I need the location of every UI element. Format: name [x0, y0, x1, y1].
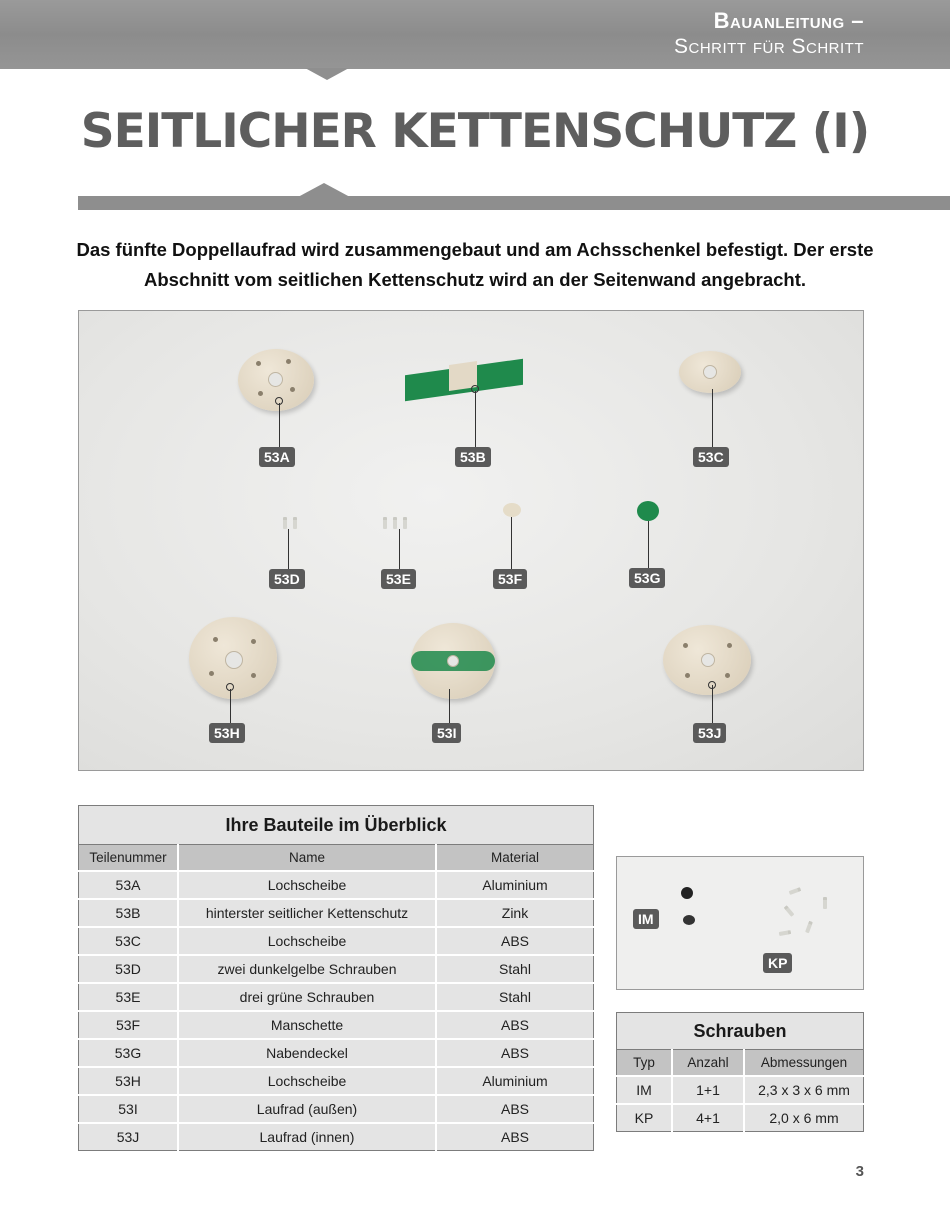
- cell: ABS: [436, 1123, 594, 1151]
- page-title: SEITLICHER KETTENSCHUTZ (I): [80, 104, 870, 159]
- table-row: [79, 1123, 594, 1151]
- cell: 53I: [79, 1095, 179, 1123]
- cell: hinterster seitlicher Kettenschutz: [178, 899, 436, 927]
- screws-header-count: Anzahl: [672, 1050, 744, 1077]
- cell: Lochscheibe: [178, 927, 436, 955]
- header-notch: [305, 68, 349, 80]
- cell: 53A: [79, 871, 179, 899]
- title-bar: [78, 196, 950, 210]
- cell: ABS: [436, 1095, 594, 1123]
- page-number: 3: [855, 1163, 864, 1180]
- header-title: [674, 8, 864, 60]
- label-53j: 53J: [693, 723, 726, 743]
- cell: 53F: [79, 1011, 179, 1039]
- label-53e: 53E: [381, 569, 416, 589]
- cell: 2,3 x 3 x 6 mm: [744, 1076, 864, 1104]
- label-53g: 53G: [629, 568, 665, 588]
- cell: 53H: [79, 1067, 179, 1095]
- table-row: [79, 1067, 594, 1095]
- table-row: [617, 1076, 864, 1104]
- parts-table-title: Ihre Bauteile im Überblick: [79, 806, 594, 845]
- screws-header-type: Typ: [617, 1050, 673, 1077]
- part-53b-image: [405, 353, 523, 395]
- cell: Lochscheibe: [178, 871, 436, 899]
- parts-header-material: Material: [436, 845, 594, 872]
- table-row: [79, 1039, 594, 1067]
- cell: 53E: [79, 983, 179, 1011]
- label-53b: 53B: [455, 447, 491, 467]
- cell: Laufrad (innen): [178, 1123, 436, 1151]
- cell: Stahl: [436, 955, 594, 983]
- parts-photo: [78, 310, 864, 771]
- cell: IM: [617, 1076, 673, 1104]
- part-53i-image: [411, 623, 495, 699]
- cell: Lochscheibe: [178, 1067, 436, 1095]
- cell: 4+1: [672, 1104, 744, 1132]
- screws-photo: [616, 856, 864, 990]
- cell: Aluminium: [436, 871, 594, 899]
- table-row: [617, 1104, 864, 1132]
- parts-header-name: Name: [178, 845, 436, 872]
- parts-header-number: Teilenummer: [79, 845, 179, 872]
- part-53f-image: [503, 503, 521, 517]
- label-53f: 53F: [493, 569, 527, 589]
- table-row: [79, 983, 594, 1011]
- label-53d: 53D: [269, 569, 305, 589]
- part-53g-image: [637, 501, 659, 521]
- header-line-1: Bauanleitung –: [713, 8, 864, 33]
- cell: Manschette: [178, 1011, 436, 1039]
- parts-table: [78, 805, 594, 1151]
- screws-header-dimensions: Abmessungen: [744, 1050, 864, 1077]
- cell: ABS: [436, 1011, 594, 1039]
- cell: Zink: [436, 899, 594, 927]
- table-row: [79, 1095, 594, 1123]
- part-53j-image: [663, 625, 751, 695]
- screws-table: [616, 1012, 864, 1132]
- cell: 53D: [79, 955, 179, 983]
- label-im: IM: [633, 909, 659, 929]
- cell: Stahl: [436, 983, 594, 1011]
- cell: zwei dunkelgelbe Schrauben: [178, 955, 436, 983]
- part-53c-image: [679, 351, 741, 393]
- cell: 53J: [79, 1123, 179, 1151]
- cell: 2,0 x 6 mm: [744, 1104, 864, 1132]
- cell: drei grüne Schrauben: [178, 983, 436, 1011]
- cell: 53C: [79, 927, 179, 955]
- cell: 53B: [79, 899, 179, 927]
- cell: ABS: [436, 1039, 594, 1067]
- header-line-2: Schritt für Schritt: [674, 35, 864, 58]
- label-53i: 53I: [432, 723, 461, 743]
- label-53c: 53C: [693, 447, 729, 467]
- table-row: [79, 955, 594, 983]
- label-53h: 53H: [209, 723, 245, 743]
- cell: Nabendeckel: [178, 1039, 436, 1067]
- table-row: [79, 1011, 594, 1039]
- screws-table-title: Schrauben: [617, 1013, 864, 1050]
- cell: 53G: [79, 1039, 179, 1067]
- label-kp: KP: [763, 953, 792, 973]
- table-row: [79, 871, 594, 899]
- cell: KP: [617, 1104, 673, 1132]
- cell: 1+1: [672, 1076, 744, 1104]
- table-row: [79, 899, 594, 927]
- cell: Laufrad (außen): [178, 1095, 436, 1123]
- label-53a: 53A: [259, 447, 295, 467]
- cell: ABS: [436, 927, 594, 955]
- title-bar-notch: [298, 183, 350, 197]
- table-row: [79, 927, 594, 955]
- intro-text: Das fünfte Doppellaufrad wird zusammengebaut und am Achsschenkel befestigt. Der erste Abschnitt vom seitlichen Kettenschutz wird an der Seitenwand angebracht.: [76, 239, 874, 290]
- cell: Aluminium: [436, 1067, 594, 1095]
